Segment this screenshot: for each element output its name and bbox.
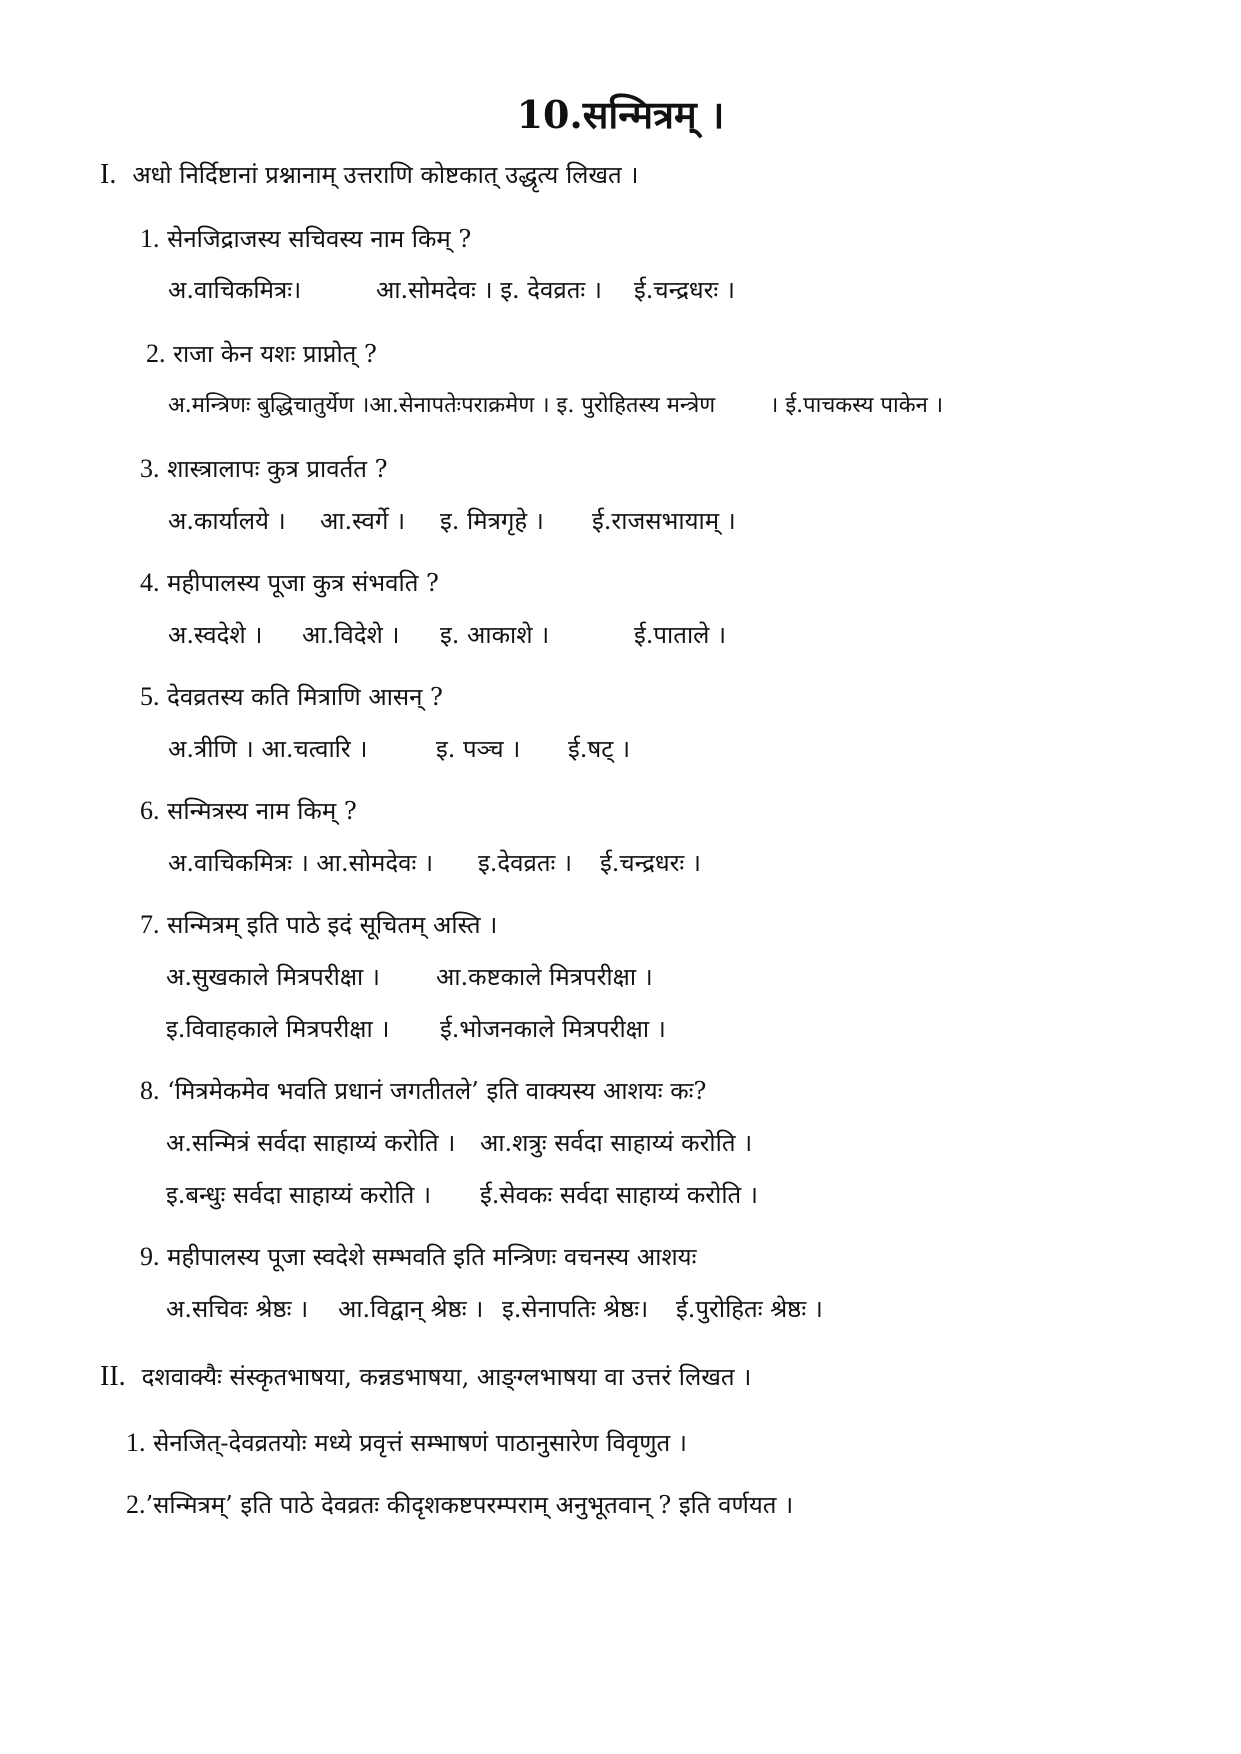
question-number: 1.	[140, 224, 160, 253]
question-3	[140, 452, 387, 485]
question-number: 9.	[140, 1242, 160, 1271]
question-text: सेनजिद्राजस्य सचिवस्य नाम किम् ?	[167, 225, 472, 253]
option-i: इ.सेनापतिः श्रेष्ठः।	[502, 1295, 649, 1323]
question-9	[140, 1240, 696, 1273]
option-ii: ई.सेवकः सर्वदा साहाय्यं करोति ।	[480, 1181, 758, 1209]
question-4	[140, 566, 439, 599]
option-a: अ.सन्मित्रं सर्वदा साहाय्यं करोति ।	[166, 1129, 456, 1157]
question-number: 2.	[146, 339, 166, 368]
option-a-aa: अ.वाचिकमित्रः । आ.सोमदेवः ।	[168, 849, 434, 877]
question-number: 3.	[140, 454, 160, 483]
section-1-heading-text: अधो निर्दिष्टानां प्रश्नानाम् उत्तराणि कोष्टकात् उद्धृत्य लिखत ।	[132, 161, 639, 189]
section-2-heading	[100, 1360, 751, 1393]
option-aa: आ.विद्वान् श्रेष्ठः ।	[338, 1295, 484, 1323]
option-i: इ.देवव्रतः ।	[478, 849, 573, 877]
question-number: 8.	[140, 1076, 160, 1105]
option-ii: ई.भोजनकाले मित्रपरीक्षा ।	[440, 1015, 666, 1043]
section-2-heading-text: दशवाक्यैः संस्कृतभाषया, कन्नडभाषया, आङ्ग्लभाषया वा उत्तरं लिखत ।	[141, 1363, 752, 1391]
section-2-question-1	[126, 1426, 687, 1459]
question-text: राजा केन यशः प्राप्नोत् ?	[173, 340, 377, 368]
option-i: इ.बन्धुः सर्वदा साहाय्यं करोति ।	[166, 1181, 432, 1209]
option-i: इ.विवाहकाले मित्रपरीक्षा ।	[166, 1015, 390, 1043]
option-aa: आ.कष्टकाले मित्रपरीक्षा ।	[436, 963, 653, 991]
section-2-numeral: II.	[100, 1361, 126, 1392]
option-a-aa-i: अ.मन्त्रिणः बुद्धिचातुर्येण ।आ.सेनापतेःपराक्रमेण । इ. पुरोहितस्य मन्त्रेण	[168, 393, 716, 418]
option-a: अ.सचिवः श्रेष्ठः ।	[166, 1295, 309, 1323]
section-2-question-2	[126, 1488, 793, 1521]
option-ii: ई.चन्द्रधरः ।	[600, 849, 701, 877]
option-aa-i: आ.सोमदेवः । इ. देवव्रतः ।	[376, 276, 602, 304]
option-ii: ई.षट् ।	[568, 735, 631, 763]
page-title: 10.सन्मित्रम् ।	[516, 92, 725, 137]
option-ii: ई.पाताले ।	[634, 621, 727, 649]
question-number: 1.	[126, 1428, 146, 1457]
section-1-numeral: I.	[100, 159, 117, 190]
option-ii: ई.पुरोहितः श्रेष्ठः ।	[676, 1295, 823, 1323]
question-6	[140, 794, 357, 827]
question-text: ’सन्मित्रम्’ इति पाठे देवव्रतः कीदृशकष्टपरम्पराम् अनुभूतवान् ? इति वर्णयत ।	[145, 1491, 794, 1519]
question-text: ‘मित्रमेकमेव भवति प्रधानं जगतीतले’ इति वाक्यस्य आशयः कः?	[167, 1077, 707, 1105]
question-text: महीपालस्य पूजा स्वदेशे सम्भवति इति मन्त्रिणः वचनस्य आशयः	[167, 1243, 697, 1271]
option-aa: आ.शत्रुः सर्वदा साहाय्यं करोति ।	[480, 1129, 753, 1157]
question-8	[140, 1074, 706, 1107]
option-a: अ.वाचिकमित्रः।	[168, 276, 302, 304]
option-a: अ.सुखकाले मित्रपरीक्षा ।	[166, 963, 380, 991]
option-aa: आ.विदेशे ।	[302, 621, 400, 649]
question-text: सेनजित्-देवव्रतयोः मध्ये प्रवृत्तं सम्भाषणं पाठानुसारेण विवृणुत ।	[153, 1429, 687, 1457]
question-5	[140, 680, 443, 713]
option-i: इ. मित्रगृहे ।	[440, 507, 544, 535]
section-1-heading	[100, 158, 638, 191]
question-1	[140, 222, 471, 255]
question-text: सन्मित्रम् इति पाठे इदं सूचितम् अस्ति ।	[167, 911, 498, 939]
question-text: सन्मित्रस्य नाम किम् ?	[167, 797, 357, 825]
question-number: 4.	[140, 568, 160, 597]
option-a-aa: अ.त्रीणि । आ.चत्वारि ।	[168, 735, 368, 763]
option-ii: ई.राजसभायाम् ।	[592, 507, 736, 535]
option-ii: । ई.पाचकस्य पाकेन ।	[770, 393, 944, 418]
question-text: शास्त्रालापः कुत्र प्रावर्तत ?	[167, 455, 388, 483]
question-number: 6.	[140, 796, 160, 825]
question-2	[146, 337, 377, 370]
option-i: इ. आकाशे ।	[440, 621, 550, 649]
option-ii: ई.चन्द्रधरः ।	[634, 276, 735, 304]
question-7	[140, 908, 497, 941]
option-a: अ.कार्यालये ।	[168, 507, 286, 535]
option-a: अ.स्वदेशे ।	[168, 621, 263, 649]
question-number: 2.	[126, 1490, 146, 1519]
question-text: देवव्रतस्य कति मित्राणि आसन् ?	[167, 683, 443, 711]
option-aa: आ.स्वर्गे ।	[320, 507, 406, 535]
option-i: इ. पञ्च ।	[436, 735, 521, 763]
question-text: महीपालस्य पूजा कुत्र संभवति ?	[167, 569, 439, 597]
question-number: 7.	[140, 910, 160, 939]
question-number: 5.	[140, 682, 160, 711]
